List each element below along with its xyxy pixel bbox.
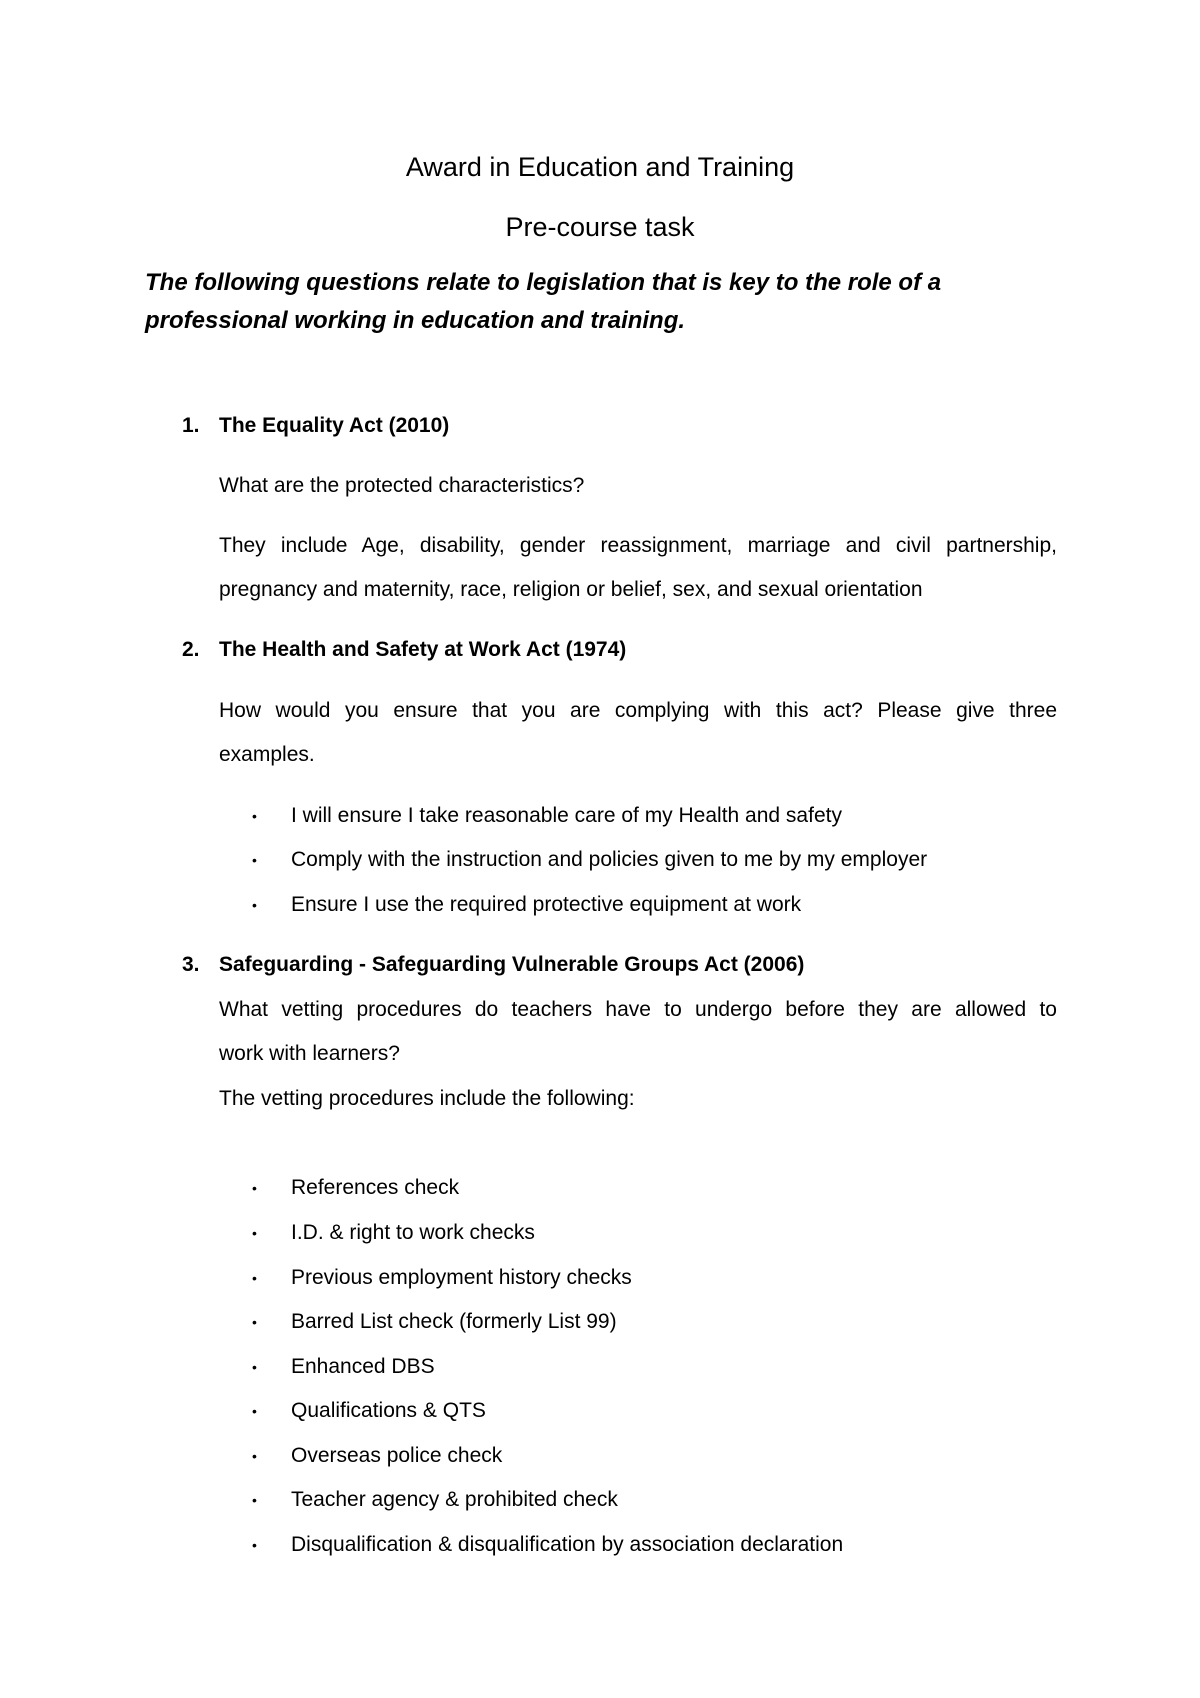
section-2-number: 2. <box>182 638 200 661</box>
bullet-marker: • <box>252 1492 257 1508</box>
section-3-lead: The vetting procedures include the following: <box>219 1087 635 1110</box>
bullet-marker: • <box>252 1448 257 1464</box>
document-title: Award in Education and Training <box>405 152 795 182</box>
section-3-heading: Safeguarding - Safeguarding Vulnerable Groups Act (2006) <box>219 953 805 976</box>
section-2-question-line-1: How would you ensure that you are complying with this act? Please give three <box>219 699 1057 722</box>
section-2-bullet-1: I will ensure I take reasonable care of my Health and safety <box>291 804 842 827</box>
bullet-marker: • <box>252 897 257 913</box>
bullet-marker: • <box>252 1225 257 1241</box>
section-2-heading: The Health and Safety at Work Act (1974) <box>219 638 627 661</box>
bullet-marker: • <box>252 1403 257 1419</box>
section-2-bullet-3: Ensure I use the required protective equipment at work <box>291 893 802 916</box>
section-1-number: 1. <box>182 414 200 437</box>
bullet-marker: • <box>252 808 257 824</box>
section-1-question: What are the protected characteristics? <box>219 474 585 497</box>
bullet-marker: • <box>252 852 257 868</box>
bullet-marker: • <box>252 1537 257 1553</box>
section-3-bullet-8: Teacher agency & prohibited check <box>291 1488 618 1511</box>
section-1-answer-line-1: They include Age, disability, gender reassignment, marriage and civil partnership, <box>219 534 1057 557</box>
bullet-marker: • <box>252 1180 257 1196</box>
section-3-question-line-1: What vetting procedures do teachers have to undergo before they are allowed to <box>219 998 1057 1021</box>
section-3-bullet-5: Enhanced DBS <box>291 1355 435 1378</box>
intro-line-2: professional working in education and training. <box>145 307 686 334</box>
section-3-bullet-9: Disqualification & disqualification by association declaration <box>291 1533 844 1556</box>
section-3-bullet-6: Qualifications & QTS <box>291 1399 486 1422</box>
bullet-marker: • <box>252 1359 257 1375</box>
section-3-number: 3. <box>182 953 200 976</box>
bullet-marker: • <box>252 1314 257 1330</box>
section-1-answer-line-2: pregnancy and maternity, race, religion or belief, sex, and sexual orientation <box>219 578 923 601</box>
section-3-bullet-4: Barred List check (formerly List 99) <box>291 1310 617 1333</box>
document-subtitle: Pre-course task <box>505 212 695 242</box>
section-3-bullet-3: Previous employment history checks <box>291 1266 632 1289</box>
section-2-question-line-2: examples. <box>219 743 315 766</box>
section-3-bullet-2: I.D. & right to work checks <box>291 1221 535 1244</box>
bullet-marker: • <box>252 1270 257 1286</box>
section-3-bullet-7: Overseas police check <box>291 1444 503 1467</box>
section-2-bullet-2: Comply with the instruction and policies given to me by my employer <box>291 848 928 871</box>
intro-line-1: The following questions relate to legislation that is key to the role of a <box>145 269 942 296</box>
section-3-question-line-2: work with learners? <box>219 1042 400 1065</box>
section-3-bullet-1: References check <box>291 1176 460 1199</box>
section-1-heading: The Equality Act (2010) <box>219 414 450 437</box>
